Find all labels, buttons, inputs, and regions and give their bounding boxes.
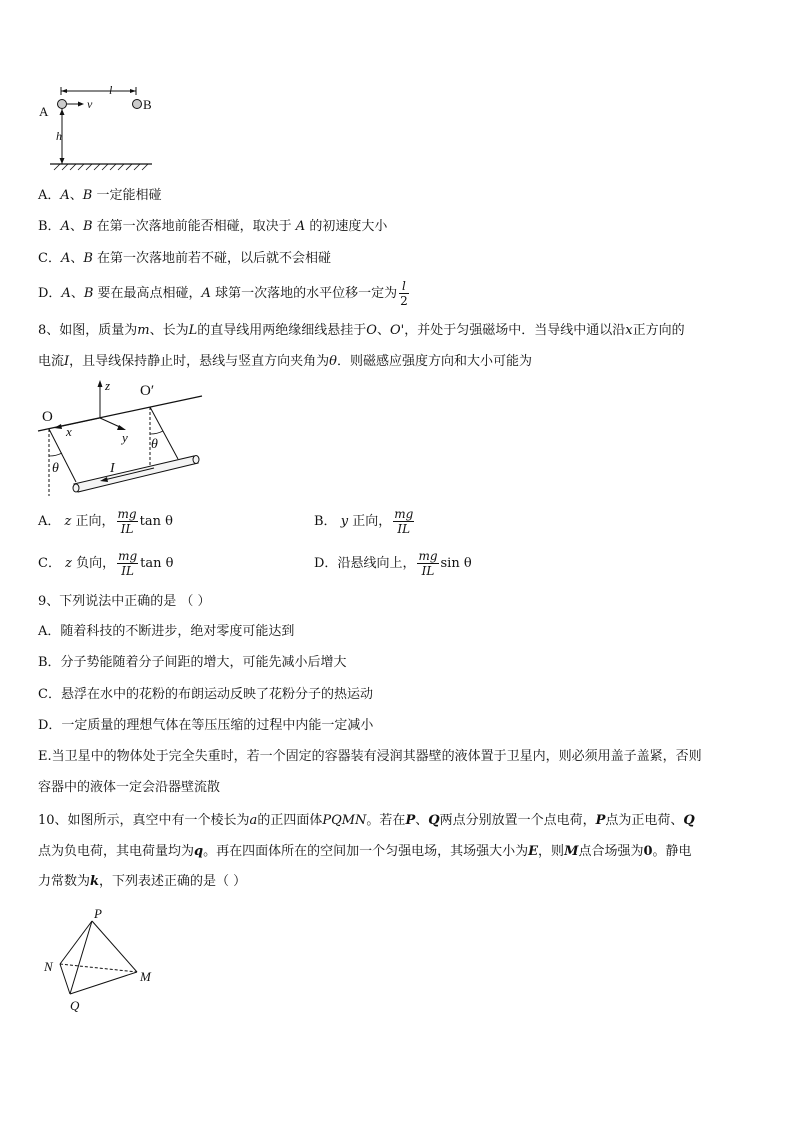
q10-stem-line1: 10、如图所示，真空中有一个棱长为a的正四面体PQMN。若在P、Q两点分别放置一个点电荷，P点为正电荷、Q [38,813,695,828]
q9-option-a: A．随着科技的不断进步，绝对零度可能达到 [38,624,295,639]
ball-b-label: B [143,97,152,112]
q9-option-d: D．一定质量的理想气体在等压压缩的过程中内能一定减小 [38,718,374,733]
q7-option-d: D．A、B 要在最高点相碰，A 球第一次落地的水平位移一定为 $\frac{l}{2}$ [38,279,408,308]
q8-option-a: A． z 正向， $\frac{mg}{IL}$ tan θ [38,507,173,536]
ball-a [58,100,67,109]
vertex-p-label: P [94,906,102,921]
q7-option-b: B．A、B 在第一次落地前能否相碰，取决于 A 的初速度大小 [38,219,388,234]
height-h-label: h [56,129,62,143]
q8-figure [36,376,206,500]
point-o-prime-label: O′ [140,383,155,399]
q7-option-a: A．A、B 一定能相碰 [38,188,162,203]
q8-option-c: C． z 负向， $\frac{mg}{IL}$ tan θ [38,549,174,578]
q8-option-d: D．沿悬线向上， $\frac{mg}{IL}$ sin θ [314,549,472,578]
q10-stem-line2: 点为负电荷，其电荷量均为q。再在四面体所在的空间加一个匀强电场，其场强大小为E，则M点合场强为0。静电 [38,844,692,859]
q9-stem: 9、下列说法中正确的是 （ ） [38,594,211,609]
theta-label-right: θ [151,437,158,452]
q9-option-c: C．悬浮在水中的花粉的布朗运动反映了花粉分子的热运动 [38,687,373,702]
vertex-m-label: M [140,969,151,984]
q10-tetrahedron-figure [40,904,160,1014]
ball-b [133,100,142,109]
fraction-l-over-2: $\frac{l}{2}$ [400,279,408,308]
q8-option-b: B． y 正向， $\frac{mg}{IL}$ [314,507,414,536]
vertex-n-label: N [44,959,53,974]
y-axis-label: y [122,430,128,445]
q8-stem-line1: 8、如图，质量为m、长为L的直导线用两绝缘细线悬挂于O、O'，并处于匀强磁场中．当导线中通以沿x正方向的 [38,323,685,338]
velocity-label: v [87,97,93,111]
q9-option-e-line1: E.当卫星中的物体处于完全失重时，若一个固定的容器装有浸润其器壁的液体置于卫星内，则必须用盖子盖紧，否则 [38,749,702,764]
x-axis-label: x [66,424,72,439]
q9-option-e-line2: 容器中的液体一定会沿器壁流散 [38,780,221,795]
q7-option-c: C．A、B 在第一次落地前若不碰，以后就不会相碰 [38,251,332,266]
current-i-label: I [110,461,115,476]
q10-stem-line3: 力常数为k，下列表述正确的是（ ） [38,874,247,889]
vertex-q-label: Q [70,998,80,1013]
ball-a-label: A [39,104,49,119]
z-axis-label: z [105,378,111,393]
length-l-label: l [109,83,113,97]
q7-figure [36,82,166,172]
theta-label-left: θ [52,461,59,476]
q8-stem-line2: 电流I，且导线保持静止时，悬线与竖直方向夹角为θ．则磁感应强度方向和大小可能为 [38,354,533,369]
point-o-label: O [42,409,53,425]
q9-option-b: B．分子势能随着分子间距的增大，可能先减小后增大 [38,655,347,670]
